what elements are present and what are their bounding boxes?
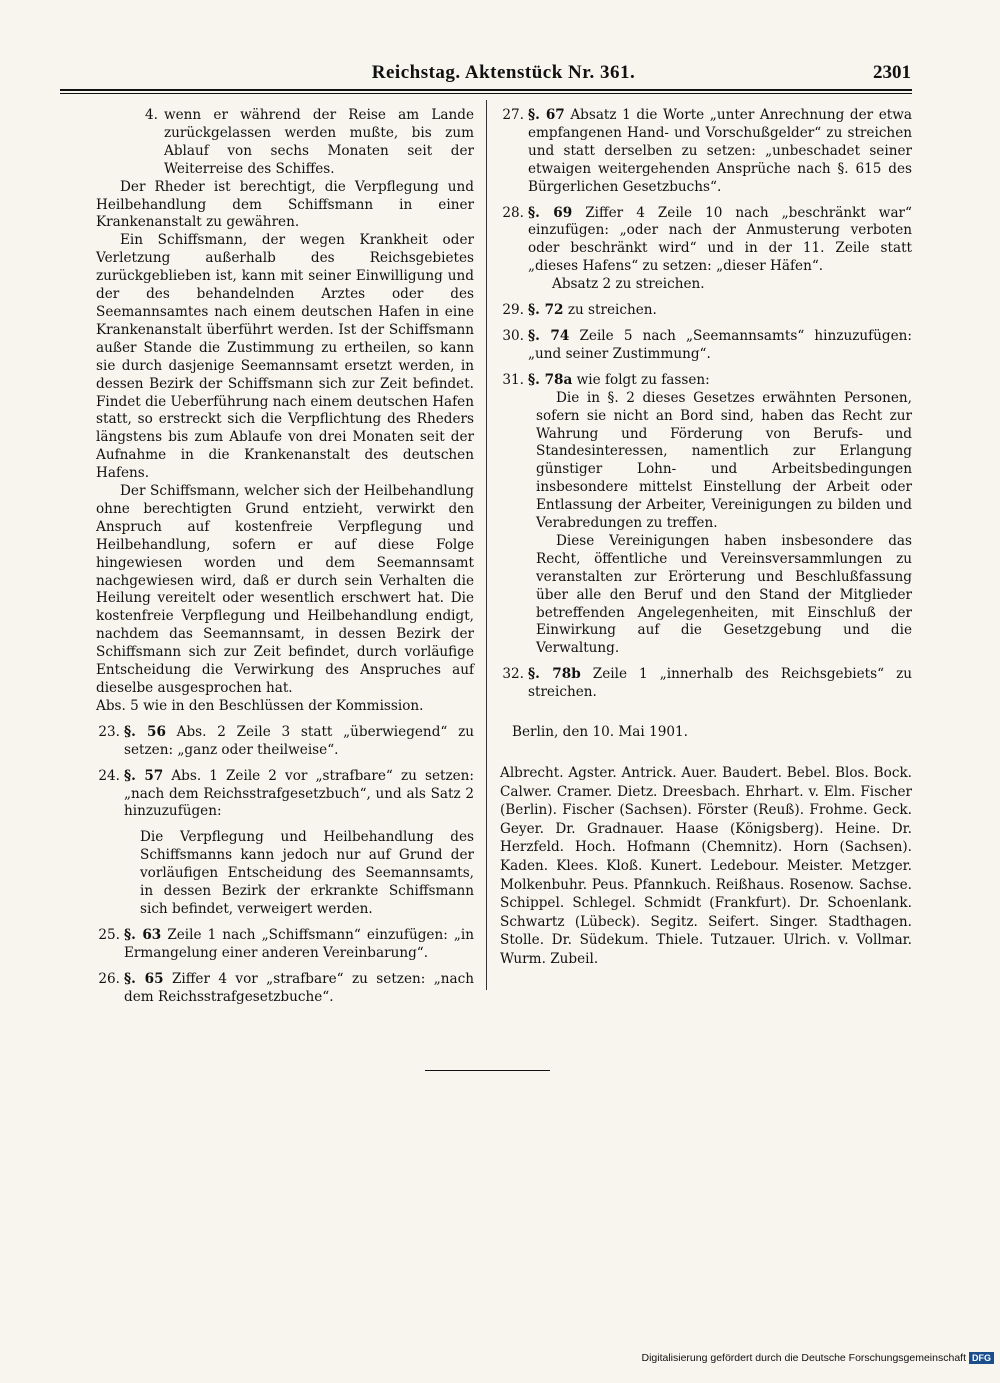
paragraph-ref: §. 69 [528,204,573,221]
list-item [500,328,912,364]
paragraph: Abs. 5 wie in den Beschlüssen der Kommission. [96,697,424,714]
list-item [500,302,912,320]
header-rule-thick [60,89,912,91]
page-number: 2301 [873,62,911,83]
item-number: 27. [502,107,524,123]
paragraph: Der Schiffsmann, welcher sich der Heilbehandlung ohne berechtigten Grund entzieht, verwirkt den Anspruch auf kostenfreie Verpflegung und Heilbehandlung, sofern er auf diese Folge hingewiesen worden und dem Seemannsamt nachgewiesen wird, daß er durch sein Verhalten die Heilung vereitelt oder wesentlich erschwert hat. Die kostenfreie Verpflegung und Heilbehandlung endigt, nachdem das Seemannsamt, in dessen Bezirk der Schiffsmann sich zur Zeit befindet, durch vorläufige Entscheidung die Verwirkung des Anspruches auf dieselbe ausgesprochen hat. [96,483,474,696]
paragraph-ref: §. 78a [528,371,573,388]
item-text: Ziffer 4 Zeile 10 nach „beschränkt war“ einzufügen: „oder nach der Anmusterung verboten oder beschränkt wird“ und in der 11. Zeile statt „dieses Hafens“ zu setzen: „dieser Häfen“. [528,204,912,275]
list-item [96,971,474,1007]
item-number: 4. [145,107,158,123]
item-number: 30. [502,327,524,344]
item-text: Ziffer 4 vor „strafbare“ zu setzen: „nach dem Reichsstrafgesetzbuche“. [124,970,474,1005]
list-item [500,666,912,702]
list-item [96,107,474,179]
quote-text: Diese Vereinigungen haben insbesondere das Recht, öffentliche und Vereinsversammlungen zu veranstalten zur Erörterung und Beschlußfassung über alle den Beruf und den Stand der Mitglieder betreffenden Angelegenheiten, mit Einschluß der Einwirkung auf die Gesetzgebung und die Verwaltung. [536,532,912,657]
list-item [96,724,474,760]
item-number: 29. [502,302,524,319]
quoted-provision [500,390,912,659]
item-number: 23. [98,723,120,740]
page-header [96,62,911,88]
right-column [500,107,912,969]
page-title: Reichstag. Aktenstück Nr. 361. [371,62,636,83]
paragraph-ref: §. 57 [124,767,164,784]
paragraph: Ein Schiffsmann, der wegen Krankheit oder Verletzung außerhalb des Reichsgebietes zurückgeblieben ist, kann mit seiner Einwilligung und der des behandelnden Arztes oder des Seemannsamtes nach einem deutschen Hafen in eine Krankenanstalt überführt werden. Ist der Schiffsmann außer Stande die Zustimmung zu ertheilen, so kann sie durch dasjenige Seemannsamt ersetzt werden, in dessen Bezirk der Schiffsmann sich zur Zeit befindet. Findet die Ueberführung nach einem deutschen Hafen statt, so erstreckt sich die Verpflichtung des Rheders längstens bis zum Ablaufe von drei Monaten seit der Aufnahme in die Krankenanstalt des deutschen Hafens. [96,232,474,482]
left-column [96,107,474,1007]
item-text: Abs. 1 Zeile 2 vor „strafbare“ zu setzen: „nach dem Reichsstrafgesetzbuch“, und als Satz 2 hinzuzufügen: [124,767,474,820]
signatory-list [500,764,912,969]
item-text: Abs. 2 Zeile 3 statt „überwiegend“ zu setzen: „ganz oder theilweise“. [124,723,474,758]
signatories-text: Albrecht. Agster. Antrick. Auer. Baudert. Bebel. Blos. Bock. Calwer. Cramer. Dietz. Dreesbach. Ehrhart. v. Elm. Fischer (Berlin). Fischer (Sachsen). Förster (Reuß). Frohme. Geck. Geyer. Dr. Gradnauer. Haase (Königsberg). Heine. Dr. Herzfeld. Hoch. Hofmann (Chemnitz). Horn (Sachsen). Kaden. Klees. Kloß. Kunert. Ledebour. Meister. Metzger. Molkenbuhr. Peus. Pfannkuch. Reißhaus. Rosenow. Sachse. Schippel. Schlegel. Schmidt (Frankfurt). Dr. Schoenlank. Schwartz (Lübeck). Segitz. Seifert. Singer. Stadthagen. Stolle. Dr. Südekum. Thiele. Tutzauer. Ulrich. v. Vollmar. Wurm. Zubeil. [500,765,912,967]
item-number: 25. [98,926,120,943]
item-number: 32. [502,666,524,683]
paragraph-ref: §. 74 [528,327,570,344]
column-divider [486,100,487,990]
paragraph-ref: §. 56 [124,723,166,740]
item-number: 26. [98,970,120,987]
item-text: Absatz 1 die Worte „unter Anrechnung der etwa empfangenen Hand- und Vorschußgelder“ zu streichen und statt derselben zu setzen: „unbeschadet seiner etwaigen weitergehenden Ansprüche nach §. 615 des Bürgerlichen Gesetzbuchs“. [528,107,912,195]
dfg-logo: DFG [969,1352,994,1364]
list-item [500,107,912,197]
paragraph: Absatz 2 zu streichen. [552,276,705,293]
item-text: wie folgt zu fassen: [572,371,710,388]
list-item [96,927,474,963]
header-rule-thin [60,93,912,94]
item-text: Zeile 5 nach „Seemannsamts“ hinzuzufügen: „und seiner Zustimmung“. [528,327,912,362]
item-text: zu streichen. [563,302,657,319]
list-item [500,205,912,277]
end-rule [425,1070,550,1071]
digitization-credit [641,1352,994,1364]
item-number: 28. [502,204,524,221]
item-text: Zeile 1 „innerhalb des Reichsgebiets“ zu streichen. [528,666,913,701]
paragraph-ref: §. 72 [528,302,564,319]
paragraph-ref: §. 78b [528,666,581,683]
paragraph-ref: §. 67 [528,107,565,123]
signature-date: Berlin, den 10. Mai 1901. [512,724,688,741]
paragraph: Der Rheder ist berechtigt, die Verpflegung und Heilbehandlung dem Schiffsmann in einer Krankenanstalt zu gewähren. [96,178,474,231]
list-item [96,768,474,822]
credit-text: Digitalisierung gefördert durch die Deutsche Forschungsgemeinschaft [641,1352,966,1364]
item-text: wenn er während der Reise am Lande zurückgelassen werden mußte, bis zum Ablauf von sechs Monaten seit der Weiterreise des Schiffes. [164,107,474,177]
item-number: 31. [502,371,524,388]
item-text: Zeile 1 nach „Schiffsmann“ einzufügen: „in Ermangelung einer anderen Vereinbarung“. [124,926,474,961]
quote-text: Die in §. 2 dieses Gesetzes erwähnten Personen, sofern sie nicht an Bord sind, haben das Recht zur Wahrung und Förderung von Berufs- und Standesinteressen, namentlich zur Erlangung günstiger Lohn- und Arbeitsbedingungen insbesondere mittelst Einstellung der Arbeit oder Entlassung der Arbeiter, Vereinigungen zu bilden und Verabredungen zu treffen. [536,389,912,532]
paragraph-ref: §. 63 [124,926,162,943]
quoted-provision [96,829,474,919]
item-number: 24. [98,767,120,784]
paragraph-ref: §. 65 [124,970,164,987]
quote-text: Die Verpflegung und Heilbehandlung des Schiffsmanns kann jedoch nur auf Grund der vorläufigen Entscheidung des Seemannsamts, in dessen Bezirk der erkrankte Schiffsmann sich befindet, verweigert werden. [140,829,474,917]
list-item [500,372,912,390]
